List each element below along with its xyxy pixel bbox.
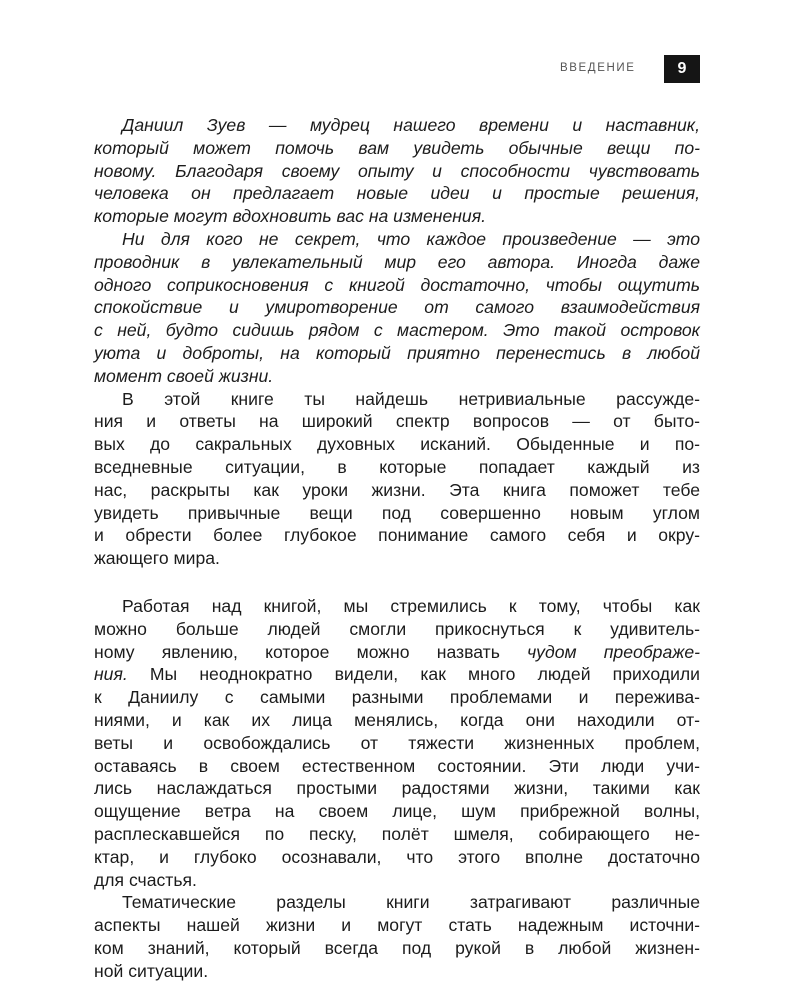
text-line: человека он предлагает новые идеи и простые решения,	[94, 183, 700, 204]
body-text	[94, 114, 700, 982]
text-line: ктар, и глубоко осознавали, что этого вполне достаточно	[94, 846, 700, 867]
text-line: и обрести более глубокое понимание самого себя и окру-	[94, 525, 700, 546]
text-line: ния и ответы на широкий спектр вопросов — от быто-	[94, 411, 700, 432]
emphasis-text: чудом преображе-	[527, 641, 700, 662]
body-paragraph-2	[94, 595, 700, 891]
text-line: для счастья.	[94, 869, 197, 890]
text-line: веты и освобождались от тяжести жизненных проблем,	[94, 732, 700, 753]
text-line: расплескавшейся по песку, полёт шмеля, собирающего не-	[94, 823, 700, 844]
text-line: Тематические разделы книги затрагивают различные	[122, 892, 700, 913]
text-line: Ни для кого не секрет, что каждое произведение — это	[122, 228, 700, 249]
text-line: проводник в увлекательный мир его автора. Иногда даже	[94, 251, 700, 272]
text-line: вседневные ситуации, в которые попадает каждый из	[94, 456, 700, 477]
text-line: одного соприкосновения с книгой достаточно, чтобы ощутить	[94, 274, 700, 295]
text-line: новому. Благодаря своему опыту и способности чувствовать	[94, 160, 700, 181]
text-line: которые могут вдохновить вас на изменения.	[94, 206, 487, 227]
text-line-mixed	[94, 641, 700, 664]
intro-paragraph-1	[94, 114, 700, 228]
running-head: ВВЕДЕНИЕ	[560, 62, 636, 74]
text-span: Мы неоднократно видели, как много людей приходили	[127, 664, 700, 685]
text-line-mixed	[94, 663, 700, 686]
text-line: лись наслаждаться простыми радостями жизни, такими как	[94, 778, 700, 799]
body-paragraph-1	[94, 388, 700, 570]
text-line: оставаясь в своем естественном состоянии. Эти люди учи-	[94, 755, 700, 776]
text-line: спокойствие и умиротворение от самого взаимодействия	[94, 297, 700, 318]
text-line: который может помочь вам увидеть обычные вещи по-	[94, 137, 700, 158]
intro-paragraph-2	[94, 228, 700, 388]
text-line: ной ситуации.	[94, 960, 209, 981]
text-line: жающего мира.	[94, 548, 220, 569]
text-line: с ней, будто сидишь рядом с мастером. Это такой островок	[94, 320, 700, 341]
page-number: 9	[664, 55, 700, 83]
text-line: к Даниилу с самыми разными проблемами и пережива-	[94, 687, 700, 708]
text-line: аспекты нашей жизни и могут стать надежным источни-	[94, 915, 700, 936]
text-line: В этой книге ты найдешь нетривиальные рассужде-	[122, 388, 700, 409]
text-line: уюта и доброты, на который приятно перенестись в любой	[94, 342, 700, 363]
text-line: Работая над книгой, мы стремились к тому, чтобы как	[122, 595, 700, 616]
text-line: вых до сакральных духовных исканий. Обыденные и по-	[94, 434, 700, 455]
text-line: Даниил Зуев — мудрец нашего времени и наставник,	[122, 115, 700, 135]
text-line: момент своей жизни.	[94, 365, 274, 386]
body-paragraph-3	[94, 891, 700, 982]
text-line: ощущение ветра на своем лице, шум прибрежной волны,	[94, 801, 700, 822]
text-span: ному явлению, которое можно назвать	[94, 641, 528, 662]
text-line: увидеть привычные вещи под совершенно новым углом	[94, 502, 700, 523]
emphasis-text: ния.	[94, 664, 128, 685]
text-line: можно больше людей смогли прикоснуться к удивитель-	[94, 618, 700, 639]
text-line: нас, раскрыты как уроки жизни. Эта книга поможет тебе	[94, 479, 700, 500]
text-line: ниями, и как их лица менялись, когда они находили от-	[94, 709, 700, 730]
text-line: ком знаний, который всегда под рукой в любой жизнен-	[94, 937, 700, 958]
paragraph-gap	[94, 570, 700, 595]
